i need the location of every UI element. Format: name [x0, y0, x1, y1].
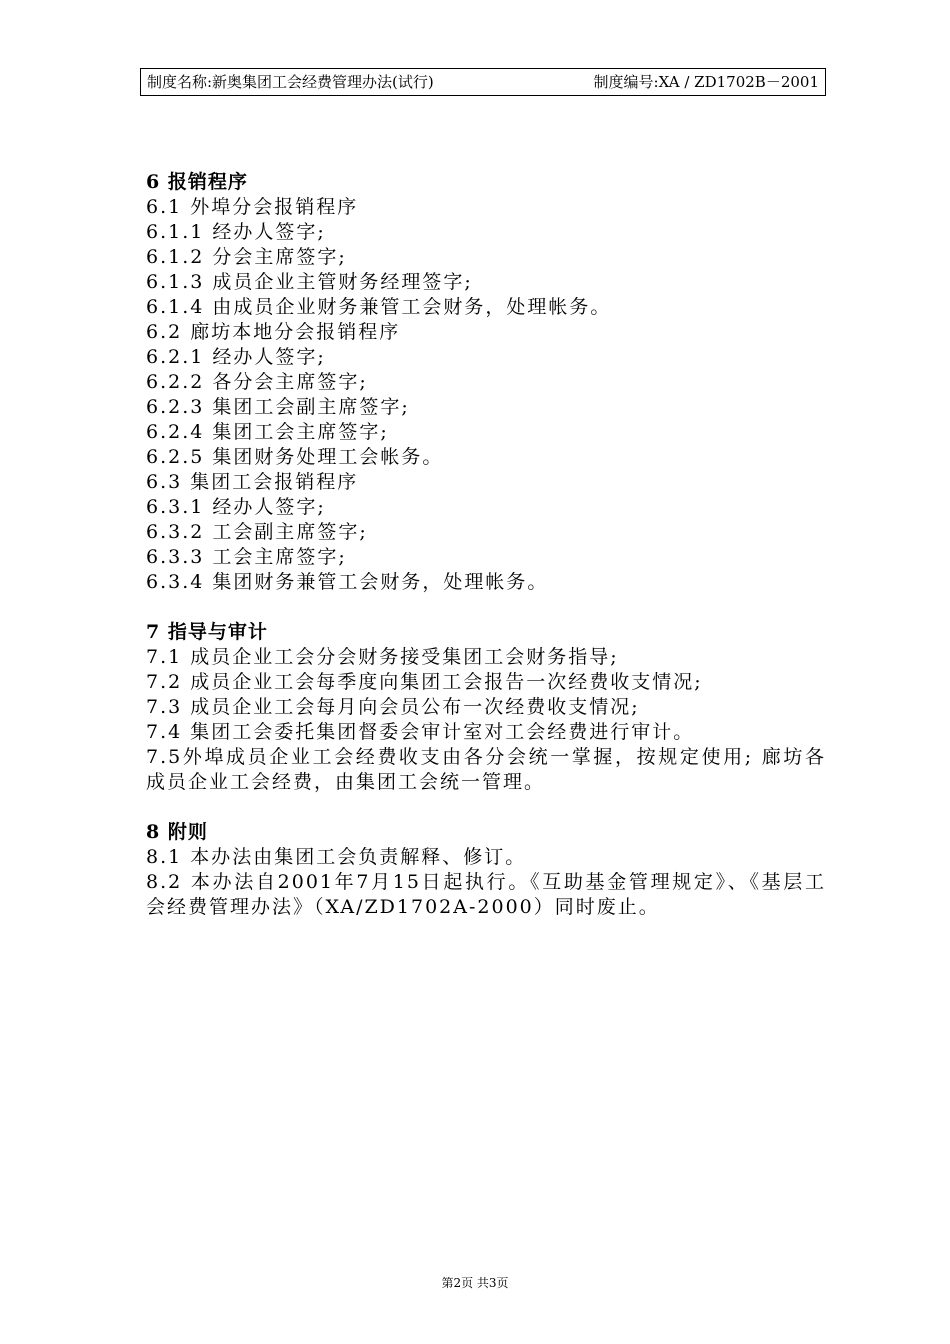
section-8-paragraph: 8.2 本办法自2001年7月15日起执行。《互助基金管理规定》、《基层工会经费管理办法》（XA/ZD1702A-2000）同时废止。 [146, 871, 826, 918]
section-8-line: 8.1 本办法由集团工会负责解释、修订。 [146, 846, 527, 868]
section-6-line: 6.2 廊坊本地分会报销程序 [146, 321, 401, 343]
section-6-line: 6.2.2 各分会主席签字; [146, 371, 368, 393]
header-code: 制度编号:XA / ZD1702B－2001 [593, 73, 819, 91]
section-6-line: 6.2.1 经办人签字; [146, 346, 326, 368]
section-7-line: 7.2 成员企业工会每季度向集团工会报告一次经费收支情况; [146, 671, 703, 693]
section-6-title: 6 报销程序 [146, 171, 248, 193]
header-title: 制度名称:新奥集团工会经费管理办法(试行) [147, 73, 434, 91]
section-7-title: 7 指导与审计 [146, 621, 268, 643]
section-6-line: 6.3 集团工会报销程序 [146, 471, 359, 493]
section-8-title: 8 附则 [146, 821, 208, 843]
section-6-line: 6.1.2 分会主席签字; [146, 246, 347, 268]
document-body [146, 170, 826, 920]
section-6-line: 6.1 外埠分会报销程序 [146, 196, 359, 218]
page-number: 第2页 共3页 [441, 1276, 509, 1290]
section-6-line: 6.1.3 成员企业主管财务经理签字; [146, 271, 473, 293]
section-6-line: 6.3.4 集团财务兼管工会财务，处理帐务。 [146, 571, 549, 593]
section-6-line: 6.2.4 集团工会主席签字; [146, 421, 389, 443]
section-7-line: 7.3 成员企业工会每月向会员公布一次经费收支情况; [146, 696, 640, 718]
section-6-line: 6.3.1 经办人签字; [146, 496, 326, 518]
section-7-line: 7.4 集团工会委托集团督委会审计室对工会经费进行审计。 [146, 721, 695, 743]
section-6-line: 6.2.3 集团工会副主席签字; [146, 396, 410, 418]
section-6-line: 6.1.1 经办人签字; [146, 221, 326, 243]
section-6-line: 6.3.3 工会主席签字; [146, 546, 347, 568]
section-6-line: 6.1.4 由成员企业财务兼管工会财务，处理帐务。 [146, 296, 612, 318]
section-7-line: 7.1 成员企业工会分会财务接受集团工会财务指导; [146, 646, 619, 668]
section-6-line: 6.2.5 集团财务处理工会帐务。 [146, 446, 444, 468]
document-header [140, 68, 826, 96]
section-6-line: 6.3.2 工会副主席签字; [146, 521, 368, 543]
section-7-paragraph: 7.5外埠成员企业工会经费收支由各分会统一掌握，按规定使用; 廊坊各成员企业工会经费，由集团工会统一管理。 [146, 746, 826, 793]
